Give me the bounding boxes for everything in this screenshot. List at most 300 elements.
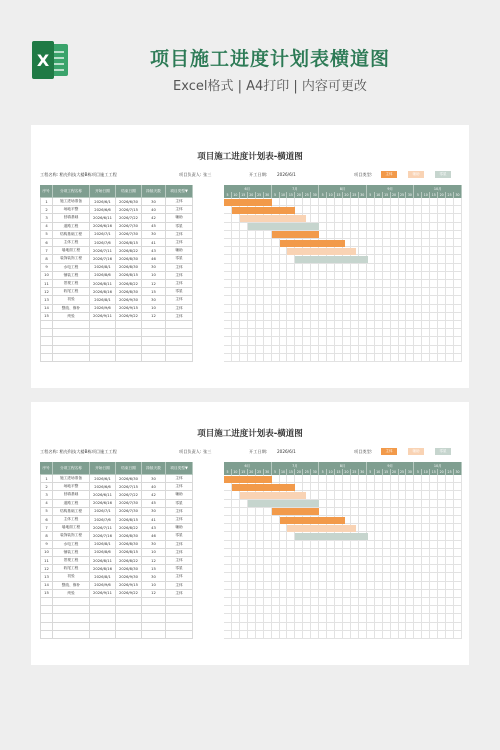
- gantt-cell: [240, 313, 248, 321]
- table-cell: 1: [40, 198, 53, 206]
- table-cell: 2026/9/15: [116, 305, 142, 313]
- table-cell: 41: [142, 516, 166, 524]
- gantt-cell: [375, 516, 383, 524]
- gantt-cell: [240, 557, 248, 565]
- day-tick: 25: [351, 192, 359, 198]
- gantt-cell: [287, 280, 295, 288]
- gantt-cell: [303, 541, 311, 549]
- table-cell: 铺装工程: [53, 549, 90, 557]
- gantt-cell: [367, 239, 375, 247]
- gantt-cell: [359, 565, 367, 573]
- gantt-cell: [311, 321, 319, 329]
- table-cell: 2026/8/15: [116, 272, 142, 280]
- table-cell: 初验: [53, 296, 90, 304]
- gantt-cell: [248, 606, 256, 614]
- gantt-cell: [399, 239, 407, 247]
- gantt-cell: [399, 614, 407, 622]
- gantt-cell: [272, 573, 280, 581]
- gantt-cell: [240, 354, 248, 362]
- gantt-cell: [399, 623, 407, 631]
- table-cell: 2026/8/22: [116, 557, 142, 565]
- gantt-cell: [367, 264, 375, 272]
- gantt-cell: [399, 329, 407, 337]
- gantt-cell: [351, 239, 359, 247]
- column-header: 持续天数: [142, 185, 166, 198]
- gantt-cell: [359, 623, 367, 631]
- gantt-cell: [359, 557, 367, 565]
- gantt-cell: [375, 631, 383, 639]
- table-cell: 2026/9/30: [116, 296, 142, 304]
- empty-cell: [40, 354, 53, 362]
- gantt-cell: [375, 239, 383, 247]
- gantt-cell: [359, 606, 367, 614]
- gantt-cell: [406, 337, 414, 345]
- table-cell: 15: [142, 565, 166, 573]
- sheet-title: 项目施工进度计划表-横道图: [197, 429, 303, 439]
- gantt-cell: [359, 305, 367, 313]
- gantt-cell: [438, 614, 446, 622]
- day-tick: 20: [343, 192, 351, 198]
- empty-cell: [90, 346, 116, 354]
- gantt-cell: [430, 239, 438, 247]
- gantt-cell: [280, 247, 288, 255]
- empty-cell: [116, 346, 142, 354]
- table-cell: 6: [40, 516, 53, 524]
- day-tick: 30: [454, 192, 462, 198]
- gantt-cell: [430, 475, 438, 483]
- gantt-cell: [430, 255, 438, 263]
- gantt-bar: [240, 492, 307, 499]
- day-tick: 15: [335, 192, 343, 198]
- gantt-cell: [367, 354, 375, 362]
- gantt-cell: [430, 541, 438, 549]
- gantt-cell: [335, 557, 343, 565]
- gantt-cell: [446, 288, 454, 296]
- gantt-cell: [256, 508, 264, 516]
- gantt-cell: [248, 231, 256, 239]
- gantt-cell: [327, 508, 335, 516]
- gantt-cell: [272, 532, 280, 540]
- gantt-cell: [446, 524, 454, 532]
- gantt-cell: [335, 582, 343, 590]
- gantt-cell: [240, 541, 248, 549]
- table-cell: 12: [142, 557, 166, 565]
- leader-label: 项目负责人:: [179, 172, 202, 177]
- table-cell: 装饰装饰工程: [53, 255, 90, 263]
- gantt-cell: [391, 541, 399, 549]
- empty-cell: [53, 321, 90, 329]
- gantt-cell: [335, 288, 343, 296]
- gantt-cell: [248, 354, 256, 362]
- gantt-cell: [383, 606, 391, 614]
- gantt-cell: [280, 598, 288, 606]
- gantt-cell: [319, 214, 327, 222]
- gantt-cell: [327, 549, 335, 557]
- gantt-cell: [248, 549, 256, 557]
- gantt-cell: [446, 557, 454, 565]
- gantt-cell: [383, 313, 391, 321]
- gantt-cell: [319, 582, 327, 590]
- gantt-cell: [359, 508, 367, 516]
- gantt-cell: [446, 516, 454, 524]
- gantt-cell: [414, 541, 422, 549]
- gantt-cell: [454, 239, 462, 247]
- gantt-cell: [264, 247, 272, 255]
- gantt-cell: [351, 313, 359, 321]
- gantt-cell: [351, 231, 359, 239]
- gantt-cell: [280, 475, 288, 483]
- gantt-cell: [438, 483, 446, 491]
- empty-cell: [116, 321, 142, 329]
- gantt-cell: [280, 337, 288, 345]
- gantt-cell: [375, 354, 383, 362]
- gantt-cell: [303, 590, 311, 598]
- table-cell: 13: [40, 296, 53, 304]
- gantt-cell: [430, 598, 438, 606]
- gantt-cell: [414, 598, 422, 606]
- gantt-cell: [391, 549, 399, 557]
- gantt-cell: [367, 491, 375, 499]
- gantt-cell: [430, 198, 438, 206]
- gantt-cell: [311, 582, 319, 590]
- gantt-bar: [280, 517, 345, 524]
- gantt-cell: [224, 573, 232, 581]
- gantt-bar: [295, 533, 368, 540]
- table-cell: 11: [40, 280, 53, 288]
- gantt-cell: [406, 321, 414, 329]
- gantt-cell: [319, 590, 327, 598]
- empty-cell: [166, 329, 193, 337]
- gantt-cell: [335, 541, 343, 549]
- empty-cell: [116, 631, 142, 639]
- gantt-cell: [295, 198, 303, 206]
- table-cell: 10: [40, 549, 53, 557]
- gantt-cell: [343, 329, 351, 337]
- gantt-cell: [264, 631, 272, 639]
- table-cell: 15: [40, 313, 53, 321]
- gantt-cell: [359, 346, 367, 354]
- gantt-cell: [454, 231, 462, 239]
- gantt-cell: [359, 280, 367, 288]
- gantt-cell: [224, 623, 232, 631]
- table-cell: 12: [40, 288, 53, 296]
- gantt-cell: [391, 623, 399, 631]
- gantt-cell: [375, 329, 383, 337]
- gantt-cell: [280, 255, 288, 263]
- day-tick: 20: [391, 469, 399, 475]
- gantt-cell: [232, 565, 240, 573]
- gantt-cell: [359, 541, 367, 549]
- gantt-cell: [272, 198, 280, 206]
- table-cell: 2026/8/22: [116, 524, 142, 532]
- gantt-cell: [399, 280, 407, 288]
- gantt-cell: [359, 524, 367, 532]
- gantt-cell: [375, 255, 383, 263]
- gantt-cell: [454, 590, 462, 598]
- gantt-cell: [240, 614, 248, 622]
- gantt-cell: [232, 231, 240, 239]
- gantt-cell: [454, 321, 462, 329]
- gantt-cell: [446, 214, 454, 222]
- gantt-cell: [287, 255, 295, 263]
- empty-cell: [142, 631, 166, 639]
- day-tick: 10: [232, 192, 240, 198]
- gantt-cell: [240, 272, 248, 280]
- day-tick: 5: [319, 469, 327, 475]
- gantt-cell: [406, 296, 414, 304]
- gantt-cell: [232, 354, 240, 362]
- gantt-cell: [232, 305, 240, 313]
- gantt-cell: [311, 305, 319, 313]
- day-tick: 5: [272, 192, 280, 198]
- day-tick: 15: [430, 469, 438, 475]
- gantt-cell: [311, 631, 319, 639]
- gantt-cell: [256, 606, 264, 614]
- gantt-cell: [367, 565, 375, 573]
- gantt-cell: [430, 247, 438, 255]
- empty-cell: [53, 623, 90, 631]
- table-cell: 主体: [166, 305, 193, 313]
- table-cell: 2026/8/16: [90, 288, 116, 296]
- gantt-cell: [438, 288, 446, 296]
- gantt-cell: [327, 346, 335, 354]
- table-cell: 2026/7/11: [90, 247, 116, 255]
- gantt-cell: [343, 313, 351, 321]
- table-cell: 30: [142, 508, 166, 516]
- gantt-cell: [343, 206, 351, 214]
- gantt-cell: [383, 491, 391, 499]
- gantt-cell: [319, 313, 327, 321]
- gantt-cell: [438, 631, 446, 639]
- gantt-cell: [438, 491, 446, 499]
- gantt-cell: [383, 549, 391, 557]
- gantt-cell: [438, 198, 446, 206]
- gantt-cell: [359, 614, 367, 622]
- gantt-cell: [343, 606, 351, 614]
- leader-label: 项目负责人:: [179, 449, 202, 454]
- empty-cell: [166, 606, 193, 614]
- gantt-cell: [422, 313, 430, 321]
- gantt-cell: [375, 313, 383, 321]
- gantt-cell: [351, 516, 359, 524]
- table-cell: 43: [142, 524, 166, 532]
- gantt-cell: [327, 296, 335, 304]
- gantt-cell: [391, 313, 399, 321]
- empty-cell: [40, 623, 53, 631]
- table-cell: 46: [142, 255, 166, 263]
- gantt-cell: [446, 329, 454, 337]
- gantt-cell: [248, 280, 256, 288]
- gantt-cell: [232, 288, 240, 296]
- table-cell: 辅助: [166, 491, 193, 499]
- gantt-cell: [343, 483, 351, 491]
- gantt-cell: [240, 239, 248, 247]
- gantt-cell: [375, 582, 383, 590]
- gantt-cell: [422, 231, 430, 239]
- table-cell: 14: [40, 305, 53, 313]
- gantt-cell: [414, 623, 422, 631]
- gantt-cell: [446, 614, 454, 622]
- gantt-cell: [327, 483, 335, 491]
- gantt-cell: [406, 582, 414, 590]
- day-tick: 5: [272, 469, 280, 475]
- gantt-cell: [367, 557, 375, 565]
- table-cell: 30: [142, 296, 166, 304]
- column-header: 持续天数: [142, 462, 166, 475]
- gantt-cell: [303, 354, 311, 362]
- gantt-cell: [367, 500, 375, 508]
- gantt-cell: [335, 321, 343, 329]
- gantt-cell: [399, 346, 407, 354]
- day-tick: 5: [319, 192, 327, 198]
- gantt-cell: [232, 346, 240, 354]
- empty-cell: [40, 598, 53, 606]
- table-cell: 2026/8/16: [90, 565, 116, 573]
- gantt-cell: [287, 354, 295, 362]
- gantt-cell: [232, 500, 240, 508]
- gantt-cell: [327, 491, 335, 499]
- gantt-cell: [287, 565, 295, 573]
- gantt-cell: [438, 272, 446, 280]
- gantt-cell: [335, 214, 343, 222]
- gantt-cell: [232, 590, 240, 598]
- gantt-cell: [454, 623, 462, 631]
- gantt-cell: [367, 288, 375, 296]
- gantt-cell: [264, 582, 272, 590]
- empty-cell: [166, 321, 193, 329]
- day-tick: 10: [280, 192, 288, 198]
- gantt-cell: [248, 582, 256, 590]
- table-cell: 2026/9/22: [116, 313, 142, 321]
- gantt-cell: [311, 214, 319, 222]
- gantt-cell: [446, 305, 454, 313]
- gantt-cell: [414, 272, 422, 280]
- gantt-cell: [359, 354, 367, 362]
- gantt-cell: [224, 223, 232, 231]
- gantt-cell: [232, 508, 240, 516]
- gantt-cell: [327, 313, 335, 321]
- gantt-cell: [280, 346, 288, 354]
- gantt-cell: [383, 272, 391, 280]
- gantt-cell: [383, 516, 391, 524]
- gantt-cell: [240, 288, 248, 296]
- gantt-cell: [406, 346, 414, 354]
- gantt-cell: [383, 541, 391, 549]
- day-tick: 10: [375, 469, 383, 475]
- table-cell: 4: [40, 223, 53, 231]
- gantt-cell: [343, 557, 351, 565]
- gantt-cell: [391, 590, 399, 598]
- table-cell: 5: [40, 231, 53, 239]
- gantt-cell: [343, 264, 351, 272]
- gantt-cell: [303, 337, 311, 345]
- gantt-cell: [406, 524, 414, 532]
- gantt-cell: [343, 214, 351, 222]
- column-header: 项目类型▼: [166, 185, 193, 198]
- gantt-cell: [399, 296, 407, 304]
- gantt-cell: [414, 321, 422, 329]
- table-cell: 整改、修补: [53, 305, 90, 313]
- gantt-cell: [224, 565, 232, 573]
- gantt-cell: [375, 483, 383, 491]
- gantt-cell: [367, 524, 375, 532]
- gantt-cell: [256, 247, 264, 255]
- gantt-cell: [391, 305, 399, 313]
- empty-cell: [40, 346, 53, 354]
- gantt-cell: [311, 354, 319, 362]
- table-cell: 主体: [166, 516, 193, 524]
- gantt-cell: [414, 305, 422, 313]
- gantt-cell: [256, 280, 264, 288]
- gantt-cell: [430, 346, 438, 354]
- gantt-cell: [327, 264, 335, 272]
- gantt-cell: [280, 623, 288, 631]
- gantt-cell: [280, 524, 288, 532]
- gantt-cell: [414, 582, 422, 590]
- gantt-cell: [256, 272, 264, 280]
- gantt-cell: [272, 590, 280, 598]
- gantt-cell: [391, 354, 399, 362]
- gantt-cell: [406, 590, 414, 598]
- empty-cell: [166, 631, 193, 639]
- gantt-cell: [280, 573, 288, 581]
- empty-cell: [116, 329, 142, 337]
- gantt-cell: [311, 337, 319, 345]
- gantt-cell: [414, 532, 422, 540]
- gantt-cell: [272, 475, 280, 483]
- table-cell: 2026/9/6: [90, 305, 116, 313]
- day-tick: 30: [406, 469, 414, 475]
- gantt-cell: [430, 305, 438, 313]
- gantt-cell: [422, 590, 430, 598]
- gantt-cell: [280, 565, 288, 573]
- gantt-cell: [399, 631, 407, 639]
- gantt-cell: [438, 590, 446, 598]
- gantt-cell: [446, 247, 454, 255]
- table-cell: 主体: [166, 280, 193, 288]
- gantt-cell: [319, 483, 327, 491]
- gantt-cell: [280, 272, 288, 280]
- gantt-cell: [375, 264, 383, 272]
- gantt-cell: [438, 500, 446, 508]
- gantt-cell: [406, 255, 414, 263]
- empty-cell: [53, 598, 90, 606]
- gantt-cell: [343, 305, 351, 313]
- gantt-cell: [280, 321, 288, 329]
- gantt-cell: [383, 288, 391, 296]
- gantt-cell: [454, 313, 462, 321]
- gantt-cell: [287, 557, 295, 565]
- gantt-cell: [367, 598, 375, 606]
- table-cell: 2026/8/30: [116, 288, 142, 296]
- gantt-cell: [359, 288, 367, 296]
- month-header: 8月: [319, 462, 367, 469]
- gantt-cell: [327, 590, 335, 598]
- gantt-bar: [224, 199, 272, 206]
- gantt-cell: [343, 280, 351, 288]
- gantt-cell: [343, 598, 351, 606]
- gantt-cell: [351, 214, 359, 222]
- gantt-cell: [303, 573, 311, 581]
- gantt-cell: [430, 500, 438, 508]
- gantt-cell: [240, 321, 248, 329]
- gantt-cell: [287, 623, 295, 631]
- gantt-cell: [224, 239, 232, 247]
- gantt-cell: [232, 573, 240, 581]
- legend-1: 主体: [381, 448, 397, 455]
- gantt-cell: [391, 239, 399, 247]
- gantt-cell: [287, 305, 295, 313]
